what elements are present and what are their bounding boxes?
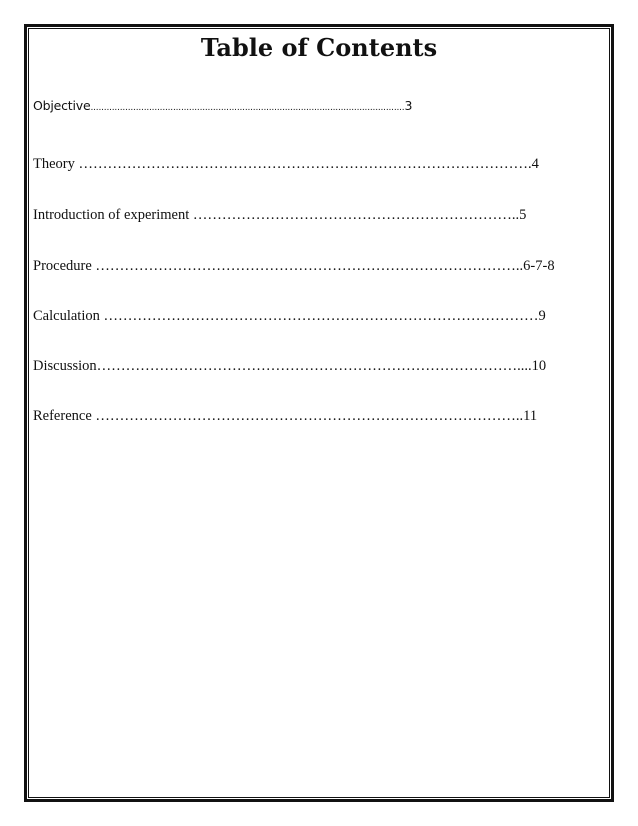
- toc-entry-leader: ………………………………………………………………………………….: [78, 156, 532, 172]
- toc-entry-leader: ………………………………………………………………………………: [103, 308, 539, 324]
- toc-entry-page: 5: [519, 207, 527, 223]
- toc-entry-page: 6-7-8: [523, 258, 555, 274]
- toc-entry-page: 4: [531, 156, 539, 172]
- toc-entry-page: 11: [523, 408, 538, 424]
- toc-entry-label: Procedure: [33, 258, 96, 274]
- toc-entry-page: 3: [404, 98, 413, 113]
- toc-entry-label: Discussion: [33, 358, 97, 374]
- toc-entry-objective: [33, 97, 412, 117]
- toc-entry-label: Calculation: [33, 308, 104, 324]
- toc-entry-theory: [33, 155, 539, 173]
- toc-entry-procedure: [33, 257, 555, 275]
- toc-entry-leader: …………………………………………………………..: [192, 207, 520, 223]
- toc-entry-label: Theory: [33, 156, 79, 172]
- page-title: Table of Contents: [200, 33, 438, 62]
- toc-entry-label: Introduction of experiment: [33, 207, 193, 223]
- toc-entry-leader: ……………………………………………………………………………..: [95, 408, 524, 424]
- toc-entry-discussion: [33, 357, 546, 375]
- toc-entry-label: Objective: [33, 98, 91, 113]
- toc-entry-page: 9: [538, 308, 546, 324]
- toc-entry-leader: ......................................................................................................................: [90, 103, 405, 113]
- toc-entry-introduction: [33, 206, 526, 224]
- toc-entry-leader: ……………………………………………………………………………....: [96, 358, 532, 374]
- toc-entry-reference: [33, 407, 537, 425]
- toc-entry-calculation: [33, 307, 546, 325]
- toc-entry-page: 10: [531, 358, 547, 374]
- toc-entry-leader: ……………………………………………………………………………..: [95, 258, 524, 274]
- toc-entry-label: Reference: [33, 408, 96, 424]
